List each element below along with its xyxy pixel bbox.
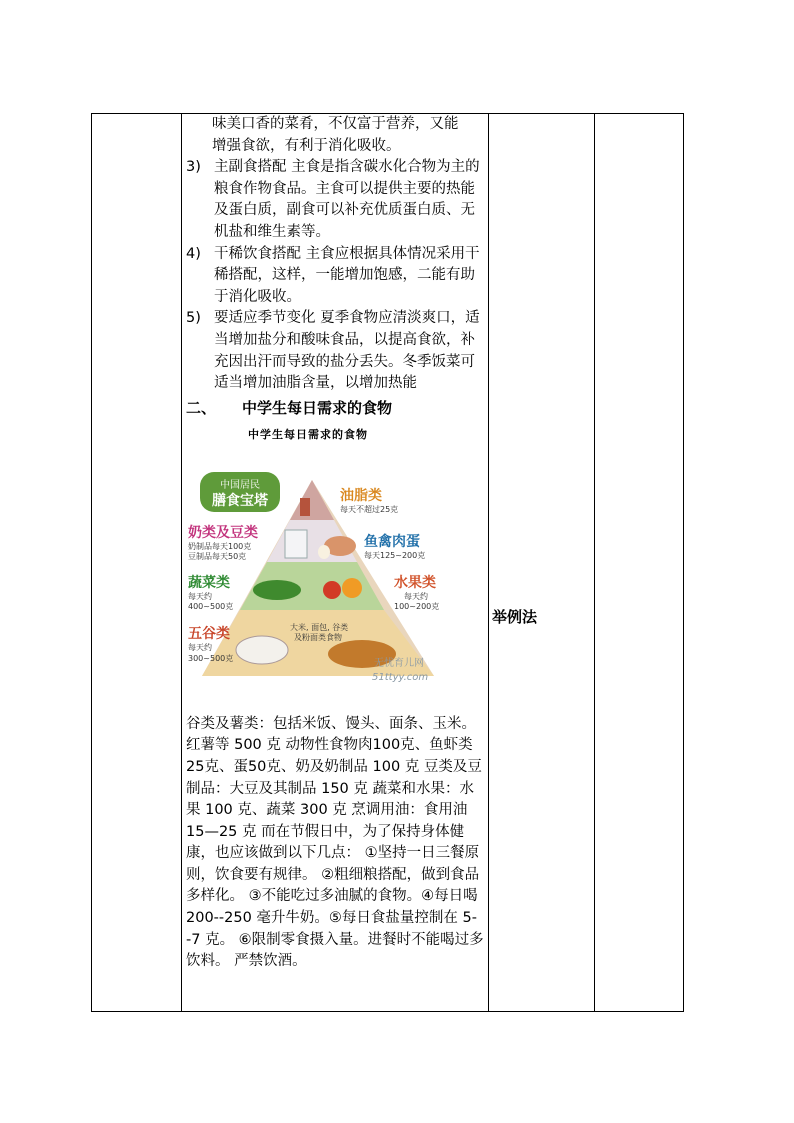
vegetable-amount-2: 400~500克 bbox=[188, 601, 234, 611]
list-number: 3) bbox=[186, 159, 201, 176]
grain-amount-2: 300~500克 bbox=[188, 653, 234, 663]
list-item bbox=[182, 244, 488, 309]
figure-title: 中学生每日需求的食物 bbox=[248, 427, 368, 441]
oil-label: 油脂类 bbox=[340, 487, 382, 504]
oil-bottle bbox=[300, 498, 310, 516]
dairy-amount-1: 奶制品每天100克 bbox=[188, 541, 252, 551]
lesson-plan-table bbox=[91, 113, 684, 1012]
badge-line-2: 膳食宝塔 bbox=[212, 492, 268, 509]
section-number: 二、 bbox=[186, 398, 217, 417]
oil-amount: 每天不超过25克 bbox=[340, 504, 399, 514]
meat-label: 鱼禽肉蛋 bbox=[364, 533, 420, 550]
list-text: 主副食搭配 主食是指含碳水化合物为主的粮食作物食品。主食可以提供主要的热能及蛋白质，副食可以补充优质蛋白质、无机盐和维生素等。 bbox=[214, 159, 480, 240]
empty-cell-left bbox=[92, 114, 182, 1012]
pyramid-tier-oil bbox=[290, 480, 334, 520]
fruit-amount-1: 每天约 bbox=[404, 591, 428, 601]
list-text: 要适应季节变化 夏季食物应清淡爽口，适当增加盐分和酸味食品，以提高食欲，补充因出汗而导致的盐分丢失。冬季饭菜可适当增加油脂含量，以增加热能 bbox=[214, 310, 480, 392]
section-title: 中学生每日需求的食物 bbox=[242, 398, 393, 417]
fruit-orange bbox=[342, 578, 362, 598]
list-text: 干稀饮食搭配 主食应根据具体情况采用干稀搭配，这样，一能增加饱感，二能有助于消化吸收。 bbox=[214, 245, 480, 305]
grain-desc-2: 及粉面类食物 bbox=[294, 632, 342, 642]
fruit-amount-2: 100~200克 bbox=[394, 601, 440, 611]
continued-line-1: 味美口香的菜肴，不仅富于营养，又能 bbox=[212, 116, 459, 132]
grain-label: 五谷类 bbox=[188, 625, 230, 642]
grain-amount-1: 每天约 bbox=[188, 642, 212, 652]
method-cell bbox=[489, 114, 595, 1012]
empty-cell-right bbox=[595, 114, 684, 1012]
watermark-2: 51ttyy.com bbox=[372, 671, 429, 683]
fruit-apple bbox=[323, 581, 341, 599]
meat-amount: 每天125~200克 bbox=[364, 550, 426, 560]
vegetable-food bbox=[253, 580, 301, 600]
continued-line-2: 增强食欲，有利于消化吸收。 bbox=[212, 137, 401, 154]
section-heading bbox=[182, 397, 488, 418]
method-label: 举例法 bbox=[492, 608, 538, 626]
watermark-1: 无忧育儿网 bbox=[374, 657, 424, 669]
dairy-amount-2: 豆制品每天50克 bbox=[188, 551, 247, 561]
body-paragraph: 谷类及薯类：包括米饭、馒头、面条、玉米。红薯等 500 克 动物性食物肉100克、鱼虾类25克、蛋50克、奶及奶制品 100 克 豆类及豆制品：大豆及其制品 150 克 蔬菜和水果：水果 100 克、蔬菜 300 克 烹调用油：食用油 15—25 克 而在节假日中，为了保持身体健康，也应该做到以下几点： ①坚持一日三餐原则，饮食要有规律。 ②粗细粮搭配，做到食品多样化。 ③不能吃过多油腻的食物。④每日喝 200--250 毫升牛奶。⑤每日食盐量控制在 5--7 克。 ⑥限制零食摄入量。进餐时不能喝过多饮料。 严禁饮酒。 bbox=[186, 715, 484, 970]
rice-bowl bbox=[236, 636, 288, 664]
content-cell bbox=[182, 114, 489, 1012]
grain-desc-1: 大米, 面包, 谷类 bbox=[290, 622, 349, 632]
food-pyramid-image bbox=[182, 418, 488, 714]
vegetable-label: 蔬菜类 bbox=[188, 574, 230, 591]
food-pyramid-figure bbox=[182, 418, 488, 714]
list-number: 5) bbox=[186, 310, 201, 327]
badge-line-1: 中国居民 bbox=[220, 479, 260, 491]
egg-food bbox=[318, 545, 330, 559]
list-item bbox=[182, 157, 488, 243]
dairy-label: 奶类及豆类 bbox=[188, 524, 258, 541]
milk-carton bbox=[285, 530, 307, 558]
fruit-label: 水果类 bbox=[394, 574, 436, 591]
list-item bbox=[182, 308, 488, 394]
vegetable-amount-1: 每天约 bbox=[188, 591, 212, 601]
list-number: 4) bbox=[186, 245, 201, 262]
